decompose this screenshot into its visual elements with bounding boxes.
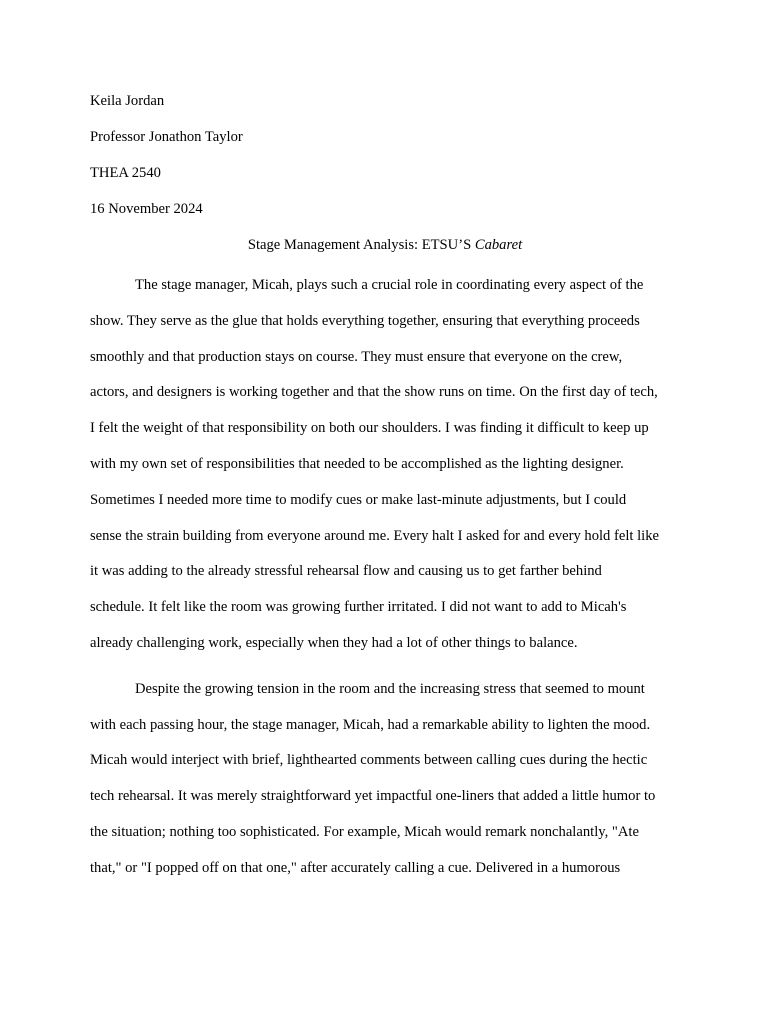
- paragraph-line: with my own set of responsibilities that needed to be accomplished as the lighting designer.: [90, 455, 624, 472]
- essay-title: [90, 232, 680, 258]
- paragraph-1: [90, 268, 680, 662]
- paragraph-line: Despite the growing tension in the room and the increasing stress that seemed to mount: [135, 680, 645, 697]
- paragraph-line: already challenging work, especially when they had a lot of other things to balance.: [90, 634, 578, 651]
- paragraph-line: tech rehearsal. It was merely straightforward yet impactful one-liners that added a little humor to: [90, 788, 656, 805]
- paragraph-line: actors, and designers is working together and that the show runs on time. On the first day of tech,: [90, 384, 658, 401]
- paragraph-line: it was adding to the already stressful rehearsal flow and causing us to get farther behind: [90, 563, 602, 580]
- paragraph-line: the situation; nothing too sophisticated. For example, Micah would remark nonchalantly, "Ate: [90, 823, 639, 840]
- paragraph-line: Sometimes I needed more time to modify cues or make last-minute adjustments, but I could: [90, 491, 627, 508]
- paragraph-2: [90, 672, 680, 887]
- paragraph-line: Micah would interject with brief, lighthearted comments between calling cues during the hectic: [90, 752, 648, 769]
- paragraph-line: that," or "I popped off on that one," after accurately calling a cue. Delivered in a humorous: [90, 859, 621, 876]
- essay-title-italic: Cabaret: [474, 237, 523, 253]
- professor-name: Professor Jonathon Taylor: [90, 129, 243, 145]
- paragraph-line: sense the strain building from everyone around me. Every halt I asked for and every hold felt like: [90, 527, 659, 544]
- author-name: Keila Jordan: [90, 93, 165, 109]
- paragraph-line: The stage manager, Micah, plays such a crucial role in coordinating every aspect of the: [135, 277, 644, 293]
- essay-title-main: Stage Management Analysis: ETSU’S: [247, 237, 475, 253]
- paragraph-line: schedule. It felt like the room was growing further irritated. I did not want to add to Micah's: [90, 599, 627, 616]
- document-date: 16 November 2024: [90, 201, 203, 217]
- course-code: THEA 2540: [90, 165, 161, 181]
- paragraph-line: I felt the weight of that responsibility on both our shoulders. I was finding it difficult to keep up: [90, 420, 649, 437]
- paragraph-line: with each passing hour, the stage manager, Micah, had a remarkable ability to lighten the mood.: [90, 716, 651, 733]
- document-body: [90, 88, 680, 897]
- paragraph-line: smoothly and that production stays on course. They must ensure that everyone on the crew,: [90, 348, 623, 365]
- paragraph-line: show. They serve as the glue that holds everything together, ensuring that everything proceeds: [90, 312, 640, 329]
